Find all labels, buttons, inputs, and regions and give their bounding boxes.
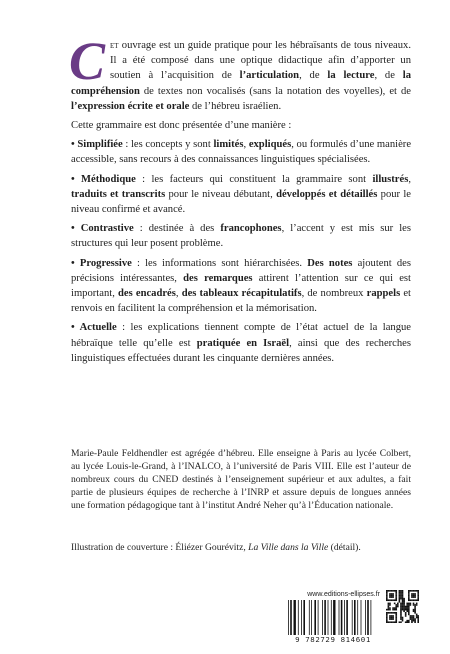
text-run: , ainsi que des recherches linguistiques effectuées durant les cinquante dernières années. — [71, 337, 411, 364]
description — [69, 31, 412, 366]
text-run: attirent l’attention sur ce qui est important, — [71, 272, 411, 300]
text-run: ouvrage est un guide pratique pour les hébraïsants de tous niveaux. Il a été composé dans une optique didactique afin d’apporter un soutien à l’acquisition de — [110, 40, 411, 82]
bullet-simplifiee — [71, 137, 411, 167]
text-run: pour le niveau débutant, — [165, 188, 277, 200]
bold-run: des tableaux récapitulatifs — [181, 288, 302, 300]
text-run: , — [243, 139, 249, 151]
bold-run: • Simplifiée — [71, 139, 123, 151]
intro-text — [69, 31, 411, 112]
bold-run: traduits et transcrits — [71, 188, 166, 200]
bold-run: la lecture — [327, 70, 375, 82]
bold-run: développés et détaillés — [276, 188, 378, 200]
publisher-website: www.editions-ellipses.fr — [307, 591, 380, 598]
text-run: , de — [374, 70, 403, 82]
bold-run: pratiquée en Israël — [196, 337, 290, 349]
bold-run: limités — [213, 139, 244, 151]
text-run: ajoutent des précisions intéressantes, — [71, 257, 411, 284]
text-run: de textes non vocalisés (sans la notation des voyelles), et de — [139, 85, 411, 97]
bold-run: • Contrastive — [71, 223, 134, 235]
text-run: , l’accent y est mis sur les structures qui leur posent problème. — [71, 223, 411, 250]
barcode-bars — [286, 600, 380, 636]
intro-smallcaps: et — [110, 40, 119, 51]
bold-run: • Actuelle — [71, 322, 117, 334]
bullet-methodique — [71, 172, 411, 218]
credits-suffix: (détail). — [328, 541, 361, 553]
isbn-digits: 9 782729 814601 — [286, 635, 380, 644]
text-run: , — [408, 173, 411, 185]
text-run: pour le niveau confirmé et avancé. — [71, 188, 411, 216]
bold-run: Des notes — [307, 257, 353, 269]
text-run: : les informations sont hiérarchisées. — [131, 257, 308, 269]
text-run: : les concepts y sont — [122, 139, 214, 151]
author-bio: Marie-Paule Feldhendler est agrégée d’hébreu. Elle enseigne à Paris au lycée Colbert, au lycée Louis-le-Grand, à l’INALCO, à l’université de Paris VIII. Elle est l’auteur de nombreux cours du CNED destinés à l’enseignement supérieur et aux adultes, a fait partie de plusieurs équipes de recherche à l’INRP et assure depuis de longues années une formation pédagogique tant à l’institut André Neher qu’à l’Éducation nationale. — [71, 447, 411, 512]
bullet-progressive — [71, 256, 411, 317]
credits-title: La Ville dans la Ville — [248, 541, 329, 553]
text-run: : les facteurs qui constituent la grammaire sont — [135, 173, 373, 185]
qr-code-icon — [386, 590, 419, 623]
text-run: , de nombreux — [301, 288, 367, 300]
text-run: , de — [299, 70, 328, 82]
bold-run: des remarques — [183, 272, 253, 284]
text-run: et renvois en facilitent la compréhension et la mémorisation. — [71, 288, 411, 315]
text-run: de l’hébreu israélien. — [189, 100, 282, 112]
bullet-actuelle — [71, 320, 411, 366]
bold-run: l’articulation — [239, 70, 300, 82]
bold-run: rappels — [366, 288, 401, 300]
credits-prefix: Illustration de couverture : Éliézer Gourévitz, — [71, 541, 249, 553]
bold-run: • Méthodique — [71, 173, 136, 185]
bold-run: l’expression écrite et orale — [71, 100, 190, 112]
bold-run: francophones — [220, 223, 282, 235]
cover-credits — [71, 541, 411, 554]
bold-run: expliqués — [248, 139, 292, 151]
lead-sentence: Cette grammaire est donc présentée d’une manière : — [71, 120, 292, 132]
intro-paragraph — [69, 31, 411, 114]
bold-run: • Progressive — [71, 257, 132, 269]
bold-run: illustrés — [372, 173, 409, 185]
text-run: : destinée à des — [133, 223, 221, 235]
text-run: : les explications tiennent compte de l’état actuel de la langue hébraïque telle qu’elle est — [71, 322, 411, 349]
drop-cap: C — [69, 31, 106, 91]
bold-run: des encadrés — [118, 288, 176, 300]
bold-run: la compréhension — [71, 70, 411, 97]
text-run: , ou formulés d’une manière accessible, sans recours à des connaissances linguistiques spécialisées. — [71, 139, 412, 166]
text-run: , — [175, 288, 182, 300]
bullet-contrastive — [71, 221, 411, 251]
